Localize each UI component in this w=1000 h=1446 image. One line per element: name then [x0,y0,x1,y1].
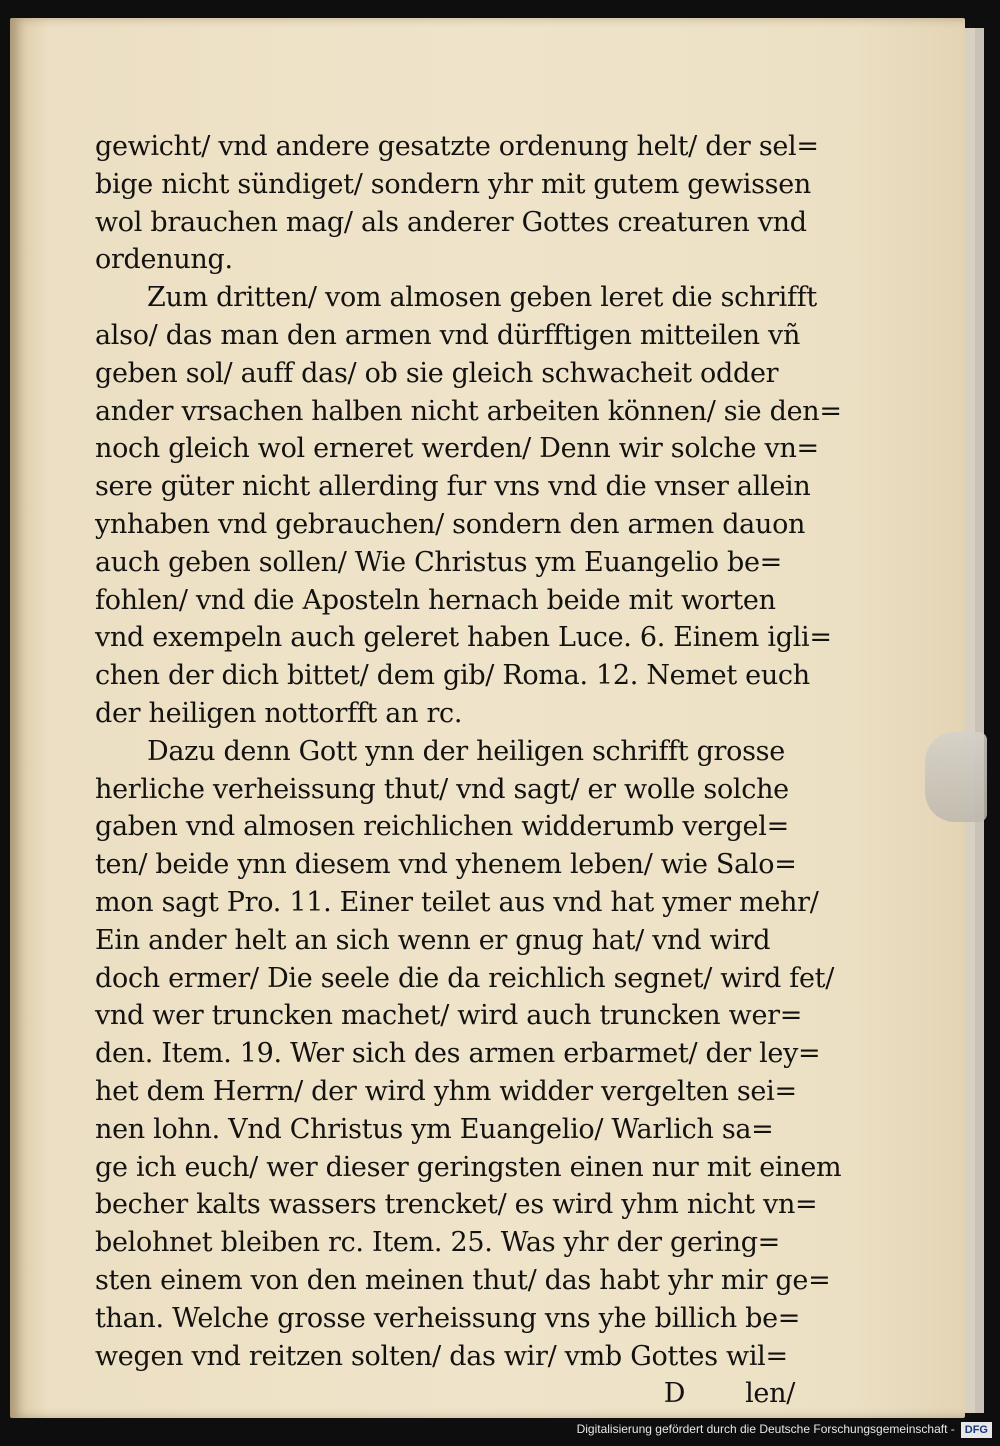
text-line: chen der dich bittet/ dem gib/ Roma. 12. Nemet euch [95,660,810,692]
catchword-line [95,1375,815,1413]
text-line: herliche verheissung thut/ vnd sagt/ er wolle solche [95,773,789,805]
text-line: Ein ander helt an sich wenn er gnug hat/ vnd wird [95,924,771,956]
text-line: also/ das man den armen vnd dürfftigen mitteilen vñ [95,319,801,351]
text-line: Dazu denn Gott ynn der heiligen schrifft grosse [147,735,785,767]
text-line: ynhaben vnd gebrauchen/ sondern den armen dauon [95,508,806,540]
text-line: fohlen/ vnd die Aposteln hernach beide mit worten [95,584,776,616]
text-line: geben sol/ auff das/ ob sie gleich schwacheit odder [95,357,779,389]
text-line: doch ermer/ Die seele die da reichlich segnet/ wird fet/ [95,962,835,994]
text-line: ordenung. [95,244,233,276]
dfg-logo: DFG [961,1422,992,1438]
text-line: sere güter nicht allerding fur vns vnd die vnser allein [95,471,811,503]
text-line: nen lohn. Vnd Christus ym Euangelio/ Warlich sa= [95,1113,774,1145]
text-line: ten/ beide ynn diesem vnd yhenem leben/ wie Salo= [95,849,797,881]
text-line: bige nicht sündiget/ sondern yhr mit gutem gewissen [95,168,811,200]
footer-credit [0,1418,1000,1440]
footer-credit-text: Digitalisierung gefördert durch die Deutsche Forschungsgemeinschaft - [576,1422,955,1436]
text-line: ge ich euch/ wer dieser geringsten einen nur mit einem [95,1151,842,1183]
text-line: ander vrsachen halben nicht arbeiten können/ sie den= [95,395,842,427]
text-line: than. Welche grosse verheissung vns yhe billich be= [95,1302,801,1334]
text-line: belohnet bleiben rc. Item. 25. Was yhr der gering= [95,1227,781,1259]
text-line: vnd wer truncken machet/ wird auch truncken wer= [95,1000,803,1032]
text-line: sten einem von den meinen thut/ das habt yhr mir ge= [95,1264,831,1296]
text-line: mon sagt Pro. 11. Einer teilet aus vnd hat ymer mehr/ [95,886,819,918]
text-line: den. Item. 19. Wer sich des armen erbarmet/ der ley= [95,1038,821,1070]
catchword: len/ [745,1378,795,1410]
text-line: noch gleich wol erneret werden/ Denn wir solche vn= [95,433,819,465]
text-line: der heiligen nottorfft an rc. [95,697,463,729]
text-line: wol brauchen mag/ als anderer Gottes creaturen vnd [95,206,807,238]
text-line: auch geben sollen/ Wie Christus ym Euangelio be= [95,546,782,578]
text-line: wegen vnd reitzen solten/ das wir/ vmb Gottes wil= [95,1340,788,1372]
text-line: het dem Herrn/ der wird yhm widder vergelten sei= [95,1075,797,1107]
text-line: gaben vnd almosen reichlichen widderumb vergel= [95,811,789,843]
text-line: vnd exempeln auch geleret haben Luce. 6. Einem igli= [95,622,832,654]
text-line: Zum dritten/ vom almosen geben leret die schrifft [147,282,817,314]
signature-mark: D [663,1378,686,1410]
text-line: gewicht/ vnd andere gesatzte ordenung helt/ der sel= [95,131,819,162]
page-clip [925,732,987,822]
body-text [95,128,842,1413]
text-line: becher kalts wassers trencket/ es wird yhm nicht vn= [95,1189,818,1221]
